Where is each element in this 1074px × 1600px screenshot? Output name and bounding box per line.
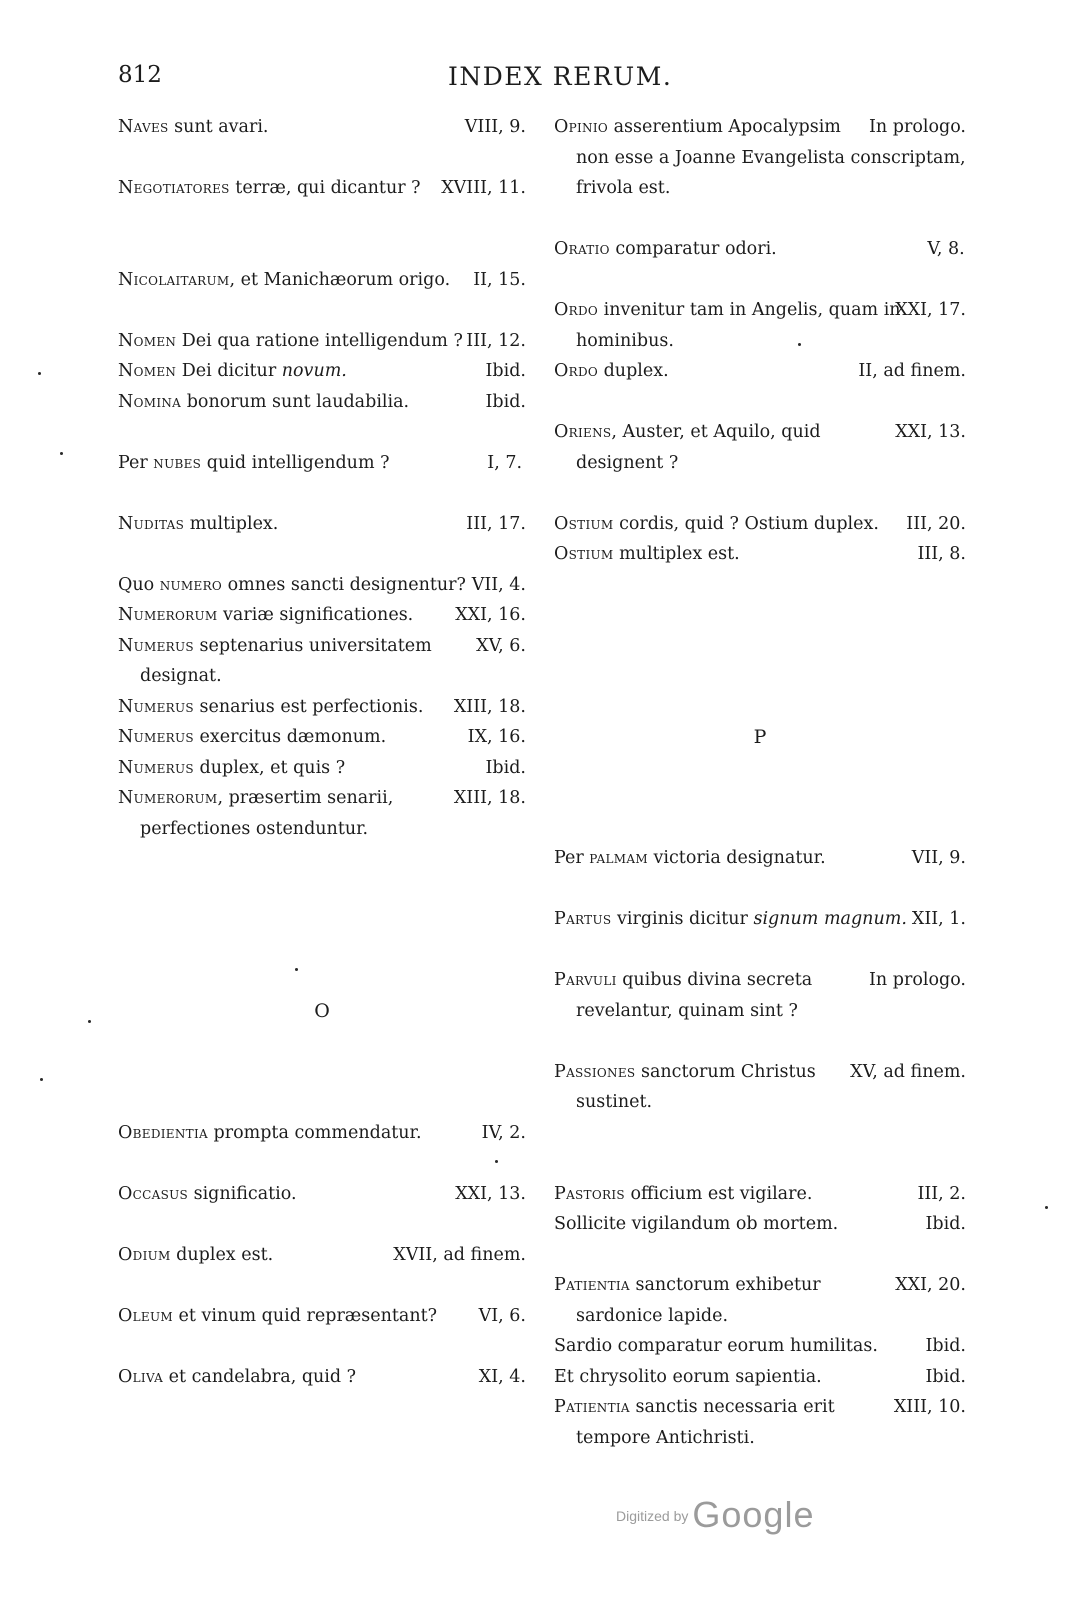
- entry-text: bonorum sunt laudabilia.: [181, 391, 410, 412]
- entry-text: senarius est perfectionis.: [193, 696, 424, 717]
- entry-keyword: Patientia: [554, 1275, 630, 1295]
- entry-text: Sollicite vigilandum ob mortem.: [554, 1214, 839, 1234]
- index-entry: [554, 295, 966, 356]
- entry-prefix: Per: [118, 452, 154, 473]
- entry-text: Et chrysolito eorum sapientia.: [554, 1366, 822, 1387]
- entry-reference: XXI, 20.: [895, 1275, 966, 1295]
- entry-reference: IX, 16.: [467, 727, 526, 747]
- entry-keyword: Patientia: [554, 1397, 630, 1417]
- entry-keyword: Ordo: [554, 361, 599, 381]
- entry-reference: Ibid.: [925, 1336, 966, 1356]
- index-entry: [118, 1118, 526, 1149]
- index-entry: [554, 539, 966, 570]
- entry-reference: III, 8.: [917, 544, 966, 564]
- entry-reference: XXI, 13.: [455, 1183, 526, 1204]
- entry-text: prompta commendatur.: [207, 1122, 422, 1143]
- entry-reference: II, ad finem.: [858, 361, 966, 381]
- entry-reference: Ibid.: [925, 1214, 966, 1234]
- entry-keyword: Odium: [118, 1244, 171, 1265]
- index-entry: [118, 1362, 526, 1393]
- entry-text: significatio.: [188, 1183, 297, 1204]
- entry-keyword: nubes: [153, 452, 202, 473]
- index-entry: [554, 509, 966, 540]
- index-entry: [118, 448, 526, 479]
- entry-keyword: Parvuli: [554, 970, 617, 990]
- scan-speck: [38, 372, 41, 375]
- index-entry: [118, 783, 526, 844]
- index-entry: [554, 356, 966, 387]
- entry-keyword: Partus: [554, 909, 612, 929]
- index-entry: [118, 722, 526, 753]
- index-entry: [118, 1179, 526, 1210]
- entry-text: , Auster, et Aquilo, quid designent ?: [576, 422, 821, 473]
- entry-reference: XI, 4.: [478, 1366, 526, 1387]
- entry-keyword: Naves: [118, 117, 169, 137]
- entry-keyword: numero: [159, 574, 223, 595]
- entry-keyword: Obedientia: [118, 1122, 208, 1143]
- entry-reference: VII, 4.: [471, 574, 526, 595]
- entry-text: Dei qua ratione intelligendum ?: [176, 330, 463, 351]
- entry-keyword: Passiones: [554, 1061, 636, 1082]
- index-entry: [118, 753, 526, 784]
- entry-text: omnes sancti designentur?: [222, 574, 466, 595]
- scan-speck: [798, 343, 801, 346]
- entry-reference: III, 17.: [466, 513, 526, 534]
- entry-keyword: Nomen: [118, 361, 177, 381]
- entry-text: et candelabra, quid ?: [163, 1366, 357, 1387]
- entry-keyword: Occasus: [118, 1183, 189, 1204]
- entry-text: duplex.: [598, 361, 669, 381]
- entry-text: duplex est.: [170, 1244, 274, 1265]
- index-entry: [118, 692, 526, 723]
- index-entry: [118, 112, 526, 143]
- entry-reference: XIII, 18.: [453, 696, 526, 717]
- entry-reference: Ibid.: [485, 391, 526, 412]
- index-entry: [118, 631, 526, 692]
- index-entry: [554, 1057, 966, 1118]
- watermark-logo: Google: [692, 1494, 815, 1535]
- entry-text: asserentium Apocalypsim non esse a Joanne Evangelista conscriptam, frivola est.: [576, 117, 966, 198]
- entry-reference: In prologo.: [869, 117, 966, 137]
- entry-emphasis: signum magnum.: [753, 909, 907, 929]
- index-entry: [118, 600, 526, 631]
- entry-keyword: Nicolaitarum: [118, 269, 230, 290]
- entry-text: virginis dicitur: [611, 909, 754, 929]
- section-letter: O: [314, 1000, 330, 1022]
- entry-reference: III, 12.: [466, 330, 526, 351]
- index-entry: [554, 1362, 966, 1393]
- entry-text: officium est vigilare.: [624, 1183, 813, 1204]
- entry-reference: III, 2.: [917, 1183, 966, 1204]
- entry-prefix: Per: [554, 848, 590, 868]
- entry-text: et vinum quid repræsentant?: [172, 1305, 438, 1326]
- page-title: INDEX RERUM.: [448, 62, 673, 91]
- entry-text: variæ significationes.: [217, 605, 414, 625]
- index-entry: [118, 356, 526, 387]
- index-entry: [554, 1179, 966, 1210]
- entry-reference: Ibid.: [485, 757, 526, 778]
- entry-reference: XVIII, 11.: [441, 178, 526, 198]
- entry-reference: XII, 1.: [911, 909, 966, 929]
- entry-keyword: Nomina: [118, 391, 182, 412]
- entry-text: duplex, et quis ?: [193, 757, 346, 778]
- index-entry: [118, 173, 526, 204]
- watermark-small-text: Digitized by: [616, 1508, 689, 1524]
- entry-text: , præsertim senarii, perfectiones ostenduntur.: [140, 788, 394, 839]
- right-column: [554, 112, 966, 1453]
- entry-text: multiplex est.: [613, 544, 740, 564]
- entry-keyword: Oratio: [554, 239, 610, 259]
- entry-reference: II, 15.: [473, 269, 526, 290]
- entry-prefix: Quo: [118, 574, 160, 595]
- entry-text: quibus divina secreta revelantur, quinam sint ?: [576, 970, 813, 1021]
- index-entry: [118, 326, 526, 357]
- left-column: [118, 112, 526, 1392]
- entry-reference: XV, ad finem.: [850, 1061, 966, 1082]
- entry-text: sanctis necessaria erit tempore Antichristi.: [576, 1397, 835, 1448]
- entry-keyword: Numerorum: [118, 788, 218, 808]
- index-entry: [118, 265, 526, 296]
- entry-reference: VII, 9.: [911, 848, 966, 868]
- scan-speck: [88, 1020, 91, 1023]
- entry-text: terræ, qui dicantur ?: [229, 178, 421, 198]
- scan-speck: [295, 968, 298, 971]
- index-entry: [554, 965, 966, 1026]
- index-entry: [554, 904, 966, 935]
- entry-text: sanctorum Christus sustinet.: [576, 1061, 816, 1112]
- entry-reference: XVII, ad finem.: [393, 1244, 526, 1265]
- entry-reference: XXI, 17.: [895, 300, 966, 320]
- scan-speck: [40, 1078, 43, 1081]
- entry-reference: Ibid.: [485, 361, 526, 381]
- index-entry: [554, 417, 966, 478]
- section-letter: P: [753, 725, 767, 748]
- entry-text: invenitur tam in Angelis, quam in hominibus.: [576, 300, 901, 351]
- entry-keyword: Numerorum: [118, 605, 218, 625]
- scan-speck: [60, 452, 63, 455]
- index-entry: [118, 1301, 526, 1332]
- digitized-watermark: [616, 1494, 814, 1536]
- entry-reference: In prologo.: [869, 970, 966, 990]
- index-entry: [118, 1240, 526, 1271]
- entry-keyword: Oleum: [118, 1305, 173, 1326]
- entry-reference: I, 7.: [487, 452, 523, 473]
- entry-keyword: Numerus: [118, 696, 194, 717]
- entry-text: sanctorum exhibetur sardonice lapide.: [576, 1275, 821, 1326]
- entry-keyword: Numerus: [118, 635, 194, 656]
- entry-reference: XIII, 18.: [453, 788, 526, 808]
- index-entry: [554, 1209, 966, 1240]
- index-entry: [554, 1331, 966, 1362]
- entry-keyword: Numerus: [118, 727, 194, 747]
- entry-keyword: Oliva: [118, 1366, 164, 1387]
- entry-emphasis: novum.: [281, 361, 347, 381]
- page-number: 812: [118, 62, 162, 88]
- entry-keyword: Ordo: [554, 300, 599, 320]
- entry-keyword: Opinio: [554, 117, 609, 137]
- entry-reference: VI, 6.: [478, 1305, 526, 1326]
- entry-reference: XV, 6.: [476, 635, 526, 656]
- entry-reference: III, 20.: [906, 513, 966, 534]
- entry-keyword: Oriens: [554, 422, 612, 442]
- entry-reference: V, 8.: [927, 239, 965, 259]
- entry-keyword: Nuditas: [118, 513, 185, 534]
- entry-text: quid intelligendum ?: [201, 452, 390, 473]
- entry-text: comparatur odori.: [609, 239, 777, 259]
- entry-reference: XXI, 13.: [895, 422, 966, 442]
- entry-text: multiplex.: [184, 513, 279, 534]
- entry-text: exercitus dæmonum.: [193, 727, 387, 747]
- scan-speck: [1045, 1206, 1048, 1209]
- index-entry: [554, 1270, 966, 1331]
- entry-keyword: Ostium: [554, 544, 614, 564]
- entry-keyword: Numerus: [118, 757, 194, 778]
- entry-keyword: Ostium: [554, 513, 614, 534]
- entry-keyword: Negotiatores: [118, 178, 230, 198]
- index-entry: [118, 509, 526, 540]
- entry-text: septenarius universitatem designat.: [140, 635, 432, 686]
- index-entry: [554, 112, 966, 204]
- index-entry: [118, 570, 526, 601]
- entry-reference: XIII, 10.: [893, 1397, 966, 1417]
- entry-keyword: palmam: [589, 848, 648, 868]
- entry-reference: Ibid.: [925, 1366, 966, 1387]
- index-entry: [554, 234, 966, 265]
- entry-keyword: Nomen: [118, 330, 177, 351]
- entry-reference: XXI, 16.: [455, 605, 526, 625]
- entry-text: Sardio comparatur eorum humilitas.: [554, 1336, 878, 1356]
- entry-keyword: Pastoris: [554, 1183, 625, 1204]
- index-entry: [554, 1392, 966, 1453]
- entry-text: , et Manichæorum origo.: [229, 269, 451, 290]
- index-entry: [118, 387, 526, 418]
- entry-text: victoria designatur.: [647, 848, 826, 868]
- index-entry: [554, 843, 966, 874]
- scan-speck: [495, 1160, 498, 1163]
- entry-text: cordis, quid ? Ostium duplex.: [613, 513, 879, 534]
- entry-text: Dei dicitur: [176, 361, 282, 381]
- entry-text: sunt avari.: [168, 117, 269, 137]
- entry-reference: IV, 2.: [481, 1122, 526, 1143]
- entry-reference: VIII, 9.: [464, 117, 526, 137]
